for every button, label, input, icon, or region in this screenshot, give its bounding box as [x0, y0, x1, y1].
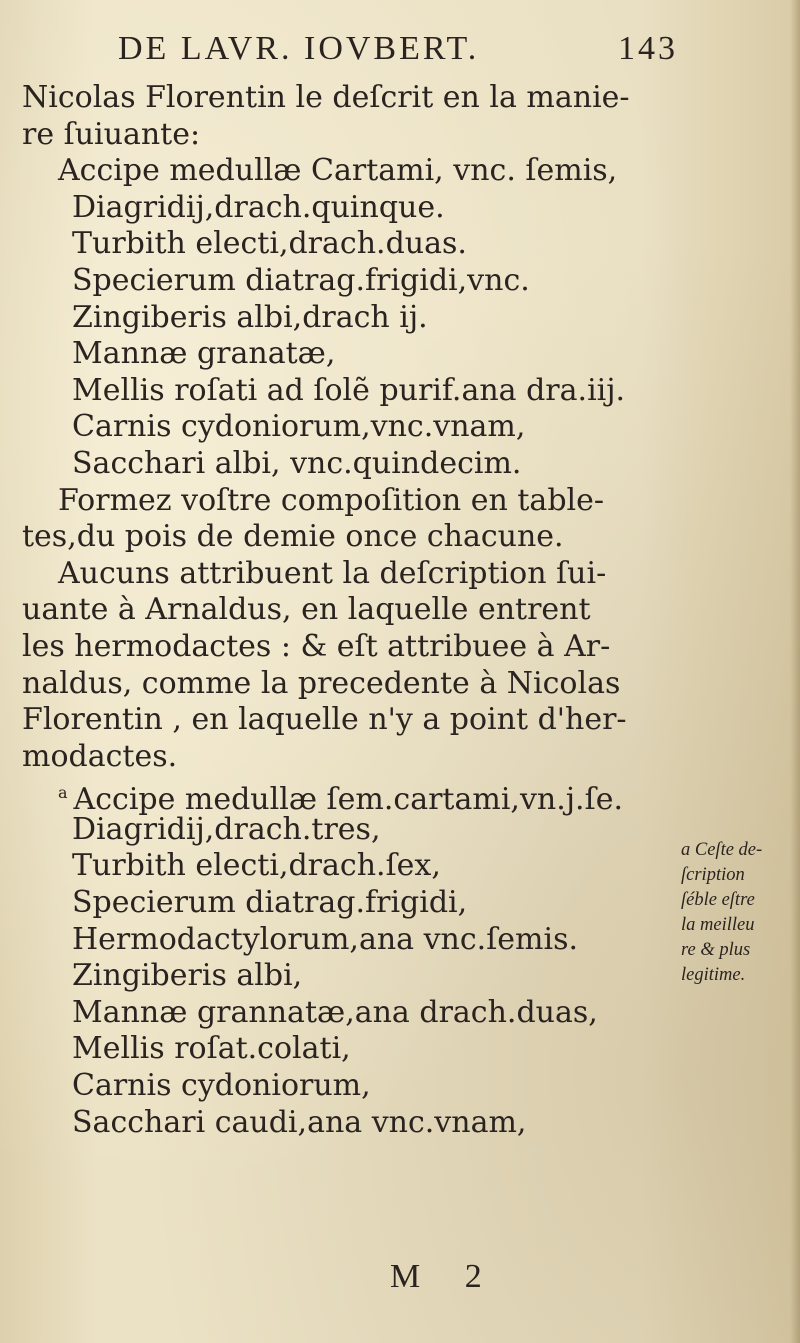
margin-note-line: la meilleu: [681, 915, 755, 935]
text-line-content: Mellis roſati ad ſolẽ purif.ana dra.iij.: [72, 372, 626, 408]
text-line: [0, 995, 670, 1032]
text-line-content: Florentin , en laquelle n'y a point d'her-: [22, 702, 627, 738]
page-number: 143: [618, 30, 678, 67]
margin-note-line: re & plus: [681, 940, 751, 960]
text-line: [0, 702, 670, 739]
text-line-content: Aucuns attribuent la deſcription ſui-: [58, 555, 607, 591]
text-line: [0, 117, 670, 154]
text-line: [0, 446, 670, 483]
margin-note-line: ſcription: [681, 865, 745, 885]
text-line: [0, 1105, 670, 1142]
text-line-content: Specierum diatrag.frigidi,vnc.: [72, 262, 530, 298]
running-head: DE LAVR. IOVBERT.: [118, 30, 480, 67]
text-line-content: Diagridij,drach.quinque.: [72, 189, 445, 225]
body-text: [0, 80, 670, 1141]
signature-mark: M 2: [390, 1258, 500, 1295]
text-line-content: les hermodactes : & eſt attribuee à Ar-: [22, 628, 611, 664]
text-line-content: uante à Arnaldus, en laquelle entrent: [22, 592, 591, 628]
note-marker: a: [58, 783, 68, 803]
text-line-content: Sacchari albi, vnc.quindecim.: [72, 445, 522, 481]
text-line: [0, 373, 670, 410]
text-line: [0, 263, 670, 300]
text-line-content: Specierum diatrag.frigidi,: [72, 885, 468, 921]
text-line: [0, 483, 670, 520]
text-line: [0, 629, 670, 666]
text-line: [0, 1068, 670, 1105]
text-line: [0, 153, 670, 190]
text-line: [0, 226, 670, 263]
text-line-content: Diagridij,drach.tres,: [72, 811, 381, 847]
text-line: [0, 556, 670, 593]
text-line-content: Zingiberis albi,: [72, 958, 303, 994]
text-line-content: Nicolas Florentin le deſcrit en la manie-: [22, 80, 630, 115]
text-line: [0, 592, 670, 629]
text-line: [0, 739, 670, 776]
text-line: [0, 666, 670, 703]
text-line: [0, 812, 670, 849]
text-line-content: tes,du pois de demie once chacune.: [22, 519, 564, 555]
text-line-content: Formez voſtre compoſition en table-: [58, 482, 605, 518]
text-line-content: modactes.: [22, 738, 178, 774]
text-line: [0, 80, 670, 117]
text-line: [0, 885, 670, 922]
text-line: [0, 775, 670, 818]
text-line-content: Carnis cydoniorum,: [72, 1068, 371, 1104]
text-line-content: naldus, comme la precedente à Nicolas: [22, 665, 621, 701]
text-line-content: Hermodactylorum,ana vnc.ſemis.: [72, 921, 579, 957]
margin-note-line: a Ceſte de-: [681, 840, 763, 860]
text-line-content: Accipe medullæ Cartami, vnc. ſemis,: [58, 153, 618, 189]
text-line: [0, 519, 670, 556]
text-line-content: Zingiberis albi,drach ij.: [72, 299, 428, 335]
text-line-content: Carnis cydoniorum,vnc.vnam,: [72, 409, 526, 445]
page-edge-shadow: [790, 0, 800, 1343]
text-line: [0, 848, 670, 885]
text-line: [0, 300, 670, 337]
text-line: [0, 1031, 670, 1068]
text-line: [0, 409, 670, 446]
margin-note-line: ſéble eſtre: [681, 890, 755, 910]
margin-note-line: legitime.: [681, 965, 746, 985]
page-header: [118, 30, 678, 74]
text-line: [0, 922, 670, 959]
text-line-content: Turbith electi,drach.duas.: [72, 226, 467, 262]
text-line-content: Mannæ granatæ,: [72, 336, 336, 372]
margin-note: [681, 838, 799, 988]
text-line-content: Turbith electi,drach.ſex,: [72, 848, 441, 884]
text-line-content: Mannæ grannatæ,ana drach.duas,: [72, 994, 598, 1030]
text-line: [0, 336, 670, 373]
text-line-content: Mellis roſat.colati,: [72, 1031, 351, 1067]
text-line: [0, 190, 670, 227]
text-line-content: Accipe medullæ ſem.cartami,vn.j.ſe.: [73, 782, 623, 818]
text-line-content: Sacchari caudi,ana vnc.vnam,: [72, 1104, 527, 1140]
text-line: [0, 958, 670, 995]
text-line-content: re ſuiuante:: [22, 116, 201, 152]
